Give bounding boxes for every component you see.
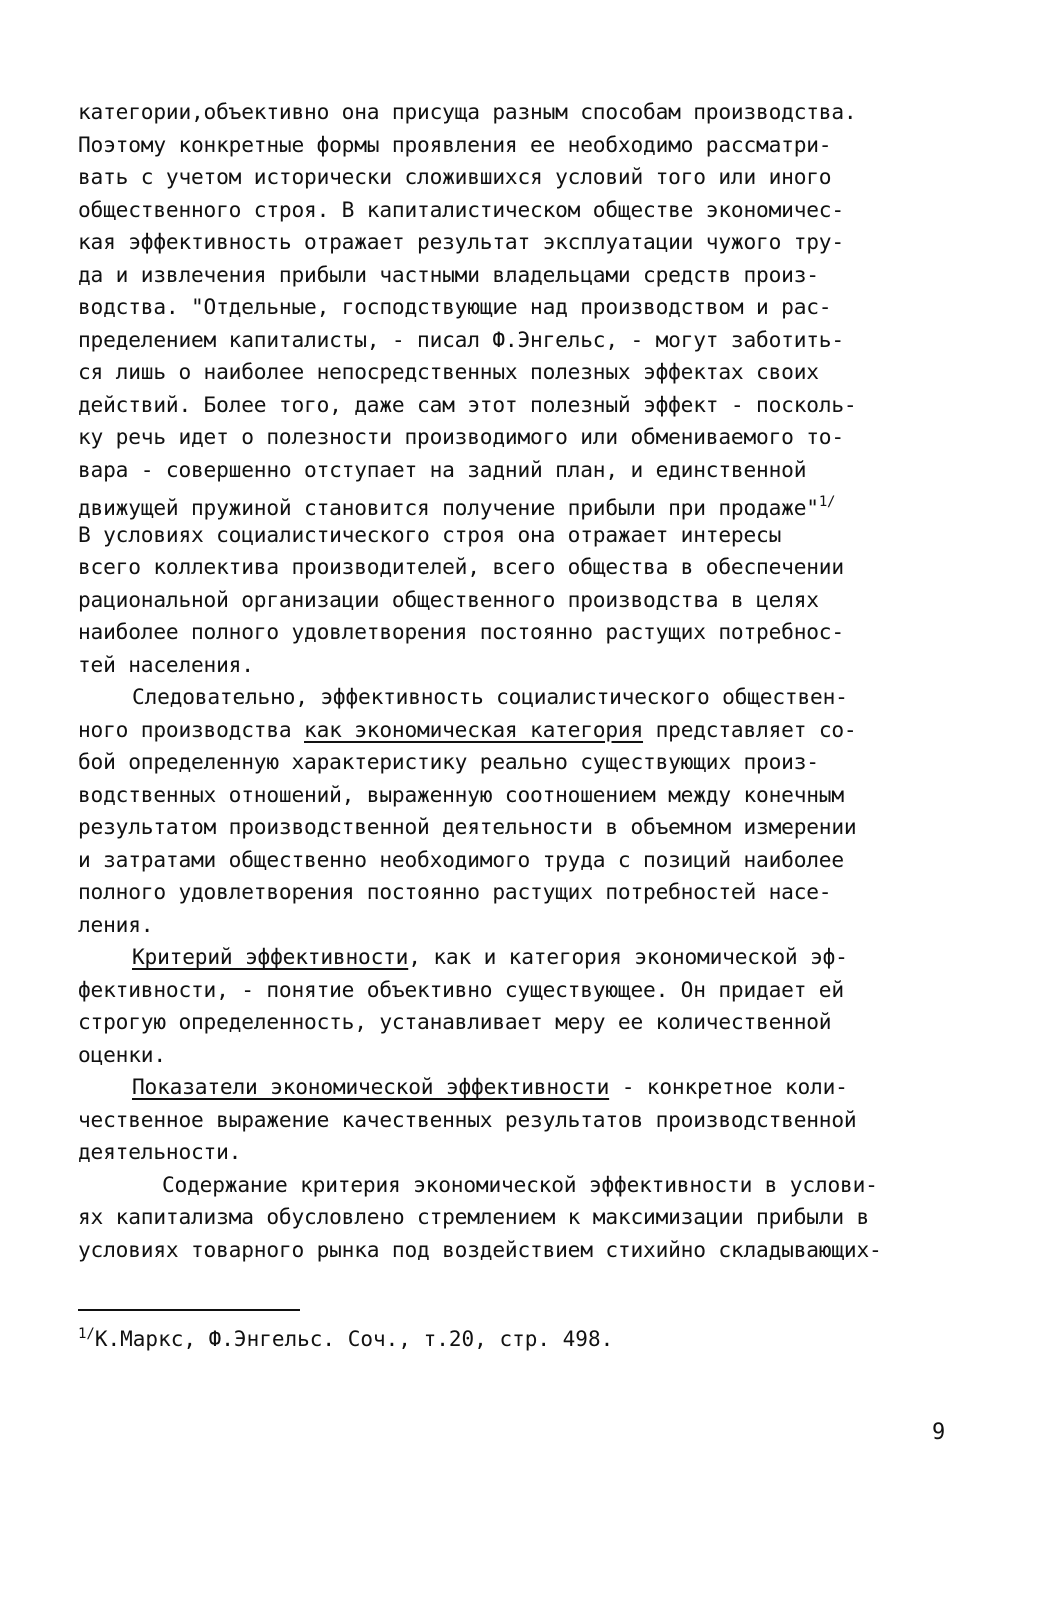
text-line: водства. "Отдельные, господствующие над производством и рас- xyxy=(78,294,832,319)
underlined-term: Показатели экономической эффективности xyxy=(132,1074,610,1099)
text-line: фективности, - понятие объективно существующее. Он придает ей xyxy=(78,976,844,1002)
text-line: и затратами общественно необходимого труда с позиций наиболее xyxy=(78,846,844,872)
text-line: ку речь идет о полезности производимого или обмениваемого то- xyxy=(78,424,844,449)
text-line: тей населения. xyxy=(78,651,254,677)
text-line: деятельности. xyxy=(78,1139,242,1164)
footnote-reference: 1/ xyxy=(818,494,836,510)
underlined-term: Критерий эффективности xyxy=(132,944,409,969)
footnote-divider xyxy=(78,1309,300,1311)
text-span: представляет со- xyxy=(643,716,857,742)
text-line: вара - совершенно отступает на задний план, и единственной xyxy=(78,456,807,482)
text-line: пределением капиталисты, - писал Ф.Энгельс, - могут заботить- xyxy=(78,326,844,352)
text-line: ления. xyxy=(78,911,154,937)
text-line: условиях товарного рынка под воздействием стихийно складывающих- xyxy=(78,1236,882,1262)
text-line: чественное выражение качественных результатов производственной xyxy=(78,1106,857,1132)
quote-end-text: движущей пружиной становится получение прибыли при продаже" xyxy=(78,495,819,520)
text-line: результатом производственной деятельности в объемном измерении xyxy=(78,814,857,839)
text-line: действий. Более того, даже сам этот полезный эффект - посколь- xyxy=(78,391,857,417)
text-line: наиболее полного удовлетворения постоянно растущих потребнос- xyxy=(78,619,844,644)
text-line: да и извлечения прибыли частными владельцами средств произ- xyxy=(78,261,819,287)
text-line: оценки. xyxy=(78,1041,166,1067)
footnote xyxy=(78,1318,613,1355)
paragraph-first-line: Содержание критерия экономической эффективности в услови- xyxy=(162,1171,878,1197)
text-line: рациональной организации общественного производства в целях xyxy=(78,586,819,612)
text-line xyxy=(78,714,958,747)
quote-end-line xyxy=(78,486,958,519)
text-line: всего коллектива производителей, всего общества в обеспечении xyxy=(78,554,844,579)
text-line: полного удовлетворения постоянно растущих потребностей насе- xyxy=(78,879,832,904)
page-number: 9 xyxy=(932,1420,946,1445)
body-text xyxy=(78,96,958,1266)
footnote-text: К.Маркс, Ф.Энгельс. Соч., т.20, стр. 498. xyxy=(94,1327,614,1351)
paragraph-first-line: Следовательно, эффективность социалистического обществен- xyxy=(132,684,848,709)
text-line: вать с учетом исторически сложившихся условий того или иного xyxy=(78,164,832,189)
paragraph-first-line xyxy=(78,941,958,974)
text-line: категории,объективно она присуща разным способам производства. xyxy=(78,99,857,124)
text-line: ся лишь о наиболее непосредственных полезных эффектах своих xyxy=(78,359,819,384)
text-span: - конкретное коли- xyxy=(609,1074,848,1099)
text-span: , как и категория экономической эф- xyxy=(408,944,848,969)
text-line: общественного строя. В капиталистическом обществе экономичес- xyxy=(78,196,844,222)
text-line: ях капитализма обусловлено стремлением к максимизации прибыли в xyxy=(78,1204,870,1229)
text-line: водственных отношений, выраженную соотношением между конечным xyxy=(78,781,844,807)
text-line: бой определенную характеристику реально существующих произ- xyxy=(78,749,819,774)
paragraph-first-line xyxy=(78,1071,958,1104)
text-line: В условиях социалистического строя она отражает интересы xyxy=(78,521,782,547)
text-line: строгую определенность, устанавливает меру ее количественной xyxy=(78,1009,832,1034)
text-line: кая эффективность отражает результат эксплуатации чужого тру- xyxy=(78,229,844,254)
text-line: Поэтому конкретные формы проявления ее необходимо рассматри- xyxy=(78,131,832,157)
text-span: ного производства xyxy=(78,716,305,742)
footnote-marker: 1/ xyxy=(78,1326,95,1342)
underlined-term: как экономическая категория xyxy=(304,716,644,742)
